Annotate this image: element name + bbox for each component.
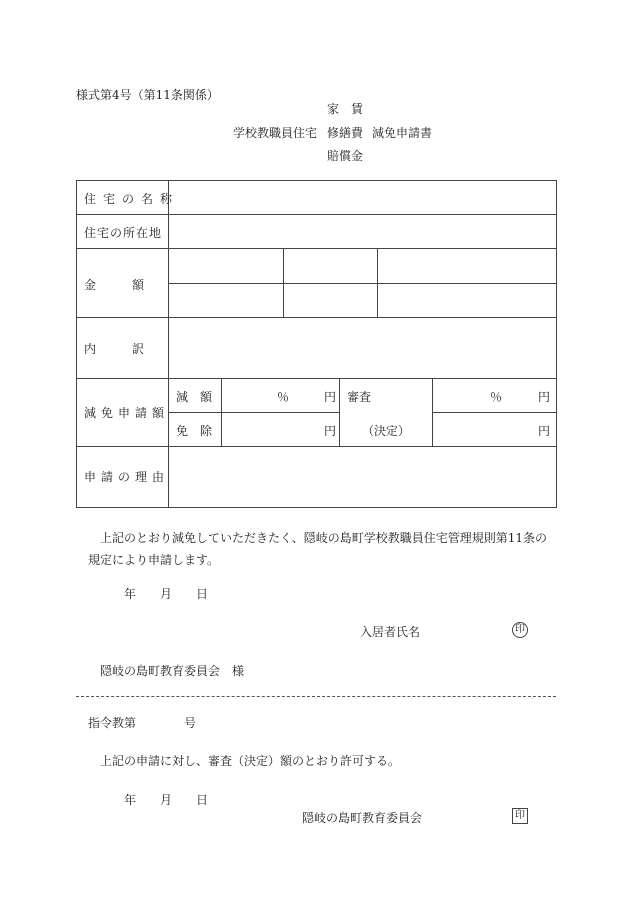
label-reason: 申請の理由 [84, 470, 170, 484]
body-text: 上記のとおり減免していただきたく、隠岐の島町学校教職員住宅管理規則第11条の規定により申請します。 [88, 531, 548, 567]
label-breakdown: 内 訳 [84, 342, 145, 356]
label-reduction: 減 額 [176, 390, 213, 404]
approval-date: 年 月 日 [124, 793, 209, 807]
seal-mark: 印 [512, 622, 528, 638]
issuer-seal-mark: 印 [512, 808, 528, 824]
resident-name-label: 入居者氏名 [360, 625, 421, 639]
label-house-address: 住宅の所在地 [84, 226, 163, 240]
yen-unit: 円 [538, 424, 551, 438]
label-amount: 金 額 [84, 278, 145, 292]
form-number: 様式第4号（第11条関係） [76, 88, 219, 102]
title-prefix: 学校教職員住宅 [233, 126, 318, 140]
title-option-rent: 家 賃 [327, 102, 364, 116]
label-reduction-request: 減免申請額 [84, 406, 170, 420]
date-line: 年 月 日 [124, 587, 209, 601]
title-option-compensation: 賠償金 [327, 149, 364, 163]
cut-line [76, 696, 556, 697]
title-option-repair: 修繕費 [327, 126, 364, 140]
yen-unit: 円 [538, 390, 551, 404]
approval-text: 上記の申請に対し、審査（決定）額のとおり許可する。 [100, 754, 401, 768]
order-label: 指令教第 [88, 716, 137, 730]
title-suffix: 減免申請書 [372, 126, 433, 140]
label-review: 審査 [347, 390, 372, 404]
yen-unit: 円 [324, 390, 337, 404]
yen-unit: 円 [324, 424, 337, 438]
label-exemption: 免 除 [176, 424, 213, 438]
order-suffix: 号 [184, 716, 197, 730]
label-house-name: 住宅の名称 [84, 192, 180, 206]
percent-unit: ％ [277, 390, 290, 404]
label-decision: （決定） [362, 424, 411, 438]
percent-unit: ％ [490, 390, 503, 404]
issuer: 隠岐の島町教育委員会 [302, 811, 423, 825]
addressee: 隠岐の島町教育委員会 様 [100, 664, 245, 678]
